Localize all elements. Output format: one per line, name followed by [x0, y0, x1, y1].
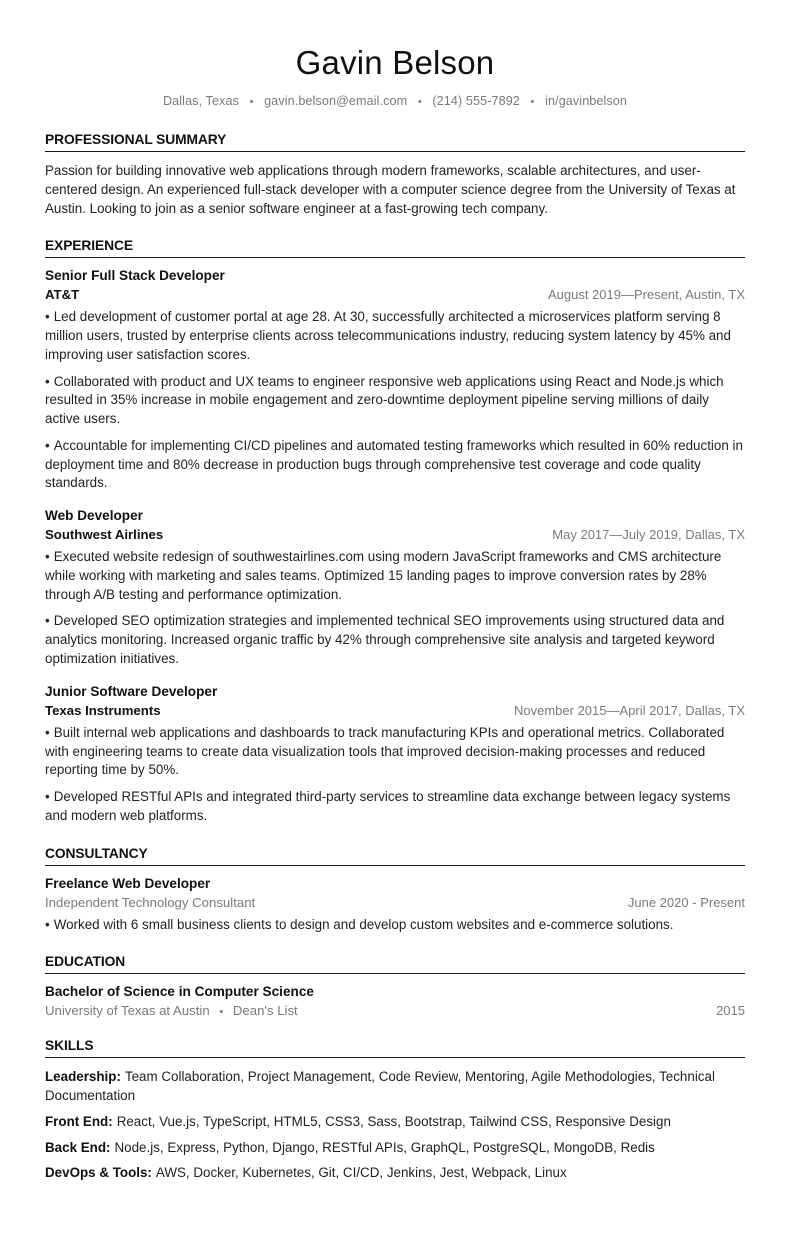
section-title-professional-summary: PROFESSIONAL SUMMARY	[45, 132, 745, 152]
bullet-separator-icon: •	[219, 1006, 224, 1019]
section-title-consultancy: CONSULTANCY	[45, 846, 745, 866]
education-honor: Dean's List	[232, 1003, 298, 1019]
bullet-icon: •	[45, 916, 50, 932]
job-role: Freelance Web Developer	[45, 875, 211, 891]
skill-values: Node.js, Express, Python, Django, RESTful APIs, GraphQL, PostgreSQL, MongoDB, Redis	[114, 1139, 655, 1155]
education-school-name: University of Texas at Austin	[45, 1003, 210, 1019]
bullet-icon: •	[45, 549, 50, 565]
job-bullet	[45, 916, 745, 935]
education-school	[45, 1003, 298, 1018]
job-role: Junior Software Developer	[45, 683, 218, 699]
section-title-skills: SKILLS	[45, 1038, 745, 1058]
job-bullet	[45, 612, 745, 668]
job-entry	[45, 268, 745, 493]
section-title-education: EDUCATION	[45, 954, 745, 974]
skill-line	[45, 1068, 745, 1106]
job-bullet-text: Led development of customer portal at age 28. At 30, successfully architected a microservices platform serving 8 million users, trusted by enterprise clients across telecommunications industry, reducing system latency by 45% and improving user satisfaction scores.	[45, 309, 731, 362]
skill-category-label: Leadership:	[45, 1069, 121, 1085]
bullet-icon: •	[45, 789, 50, 805]
education-meta-row	[45, 1003, 745, 1018]
job-bullet	[45, 724, 745, 780]
job-bullet-text: Developed RESTful APIs and integrated third-party services to streamline data exchange between legacy systems and modern web platforms.	[45, 789, 731, 823]
skill-category-label: DevOps & Tools:	[45, 1165, 152, 1181]
skill-category-label: Back End:	[45, 1139, 111, 1155]
bullet-icon: •	[45, 613, 50, 629]
section-professional-summary	[45, 132, 745, 218]
job-bullet-text: Executed website redesign of southwestairlines.com using modern JavaScript frameworks and CMS architecture while working with marketing and sales teams. Optimized 15 landing pages to improve conversion rates by 28% through A/B testing and performance optimization.	[45, 549, 722, 602]
bullet-icon: •	[45, 724, 50, 740]
job-bullet	[45, 308, 745, 364]
skill-line	[45, 1139, 745, 1158]
job-meta-row	[45, 703, 745, 718]
skill-category-label: Front End:	[45, 1113, 113, 1129]
job-dates: June 2020 - Present	[627, 894, 745, 910]
summary-text: Passion for building innovative web applications through modern frameworks, scalable architectures, and user-centered design. An experienced full-stack developer with a computer science degree from the University of Texas at Austin. Looking to join as a senior software engineer at a fast-growing tech company.	[45, 163, 736, 216]
job-bullet-text: Collaborated with product and UX teams to engineer responsive web applications using React and Node.js which resulted in 35% increase in mobile engagement and zero-downtime deployment pipeline serving millions of daily active users.	[45, 373, 724, 427]
section-skills	[45, 1038, 745, 1183]
bullet-separator-icon: •	[530, 96, 535, 108]
resume-header	[45, 44, 745, 108]
job-bullet	[45, 548, 745, 604]
job-bullet-text: Developed SEO optimization strategies and implemented technical SEO improvements using structured data and analytics monitoring. Increased organic traffic by 42% through comprehensive site analysis and targeted keyword optimization initiatives.	[45, 613, 725, 667]
skill-line	[45, 1164, 745, 1183]
job-bullet	[45, 373, 745, 429]
skill-values: Team Collaboration, Project Management, Code Review, Mentoring, Agile Methodologies, Technical Documentation	[45, 1069, 715, 1104]
job-dates: November 2015—April 2017, Dallas, TX	[514, 702, 745, 718]
job-meta-row	[45, 895, 745, 910]
job-company: Independent Technology Consultant	[45, 894, 256, 910]
job-bullet	[45, 788, 745, 826]
job-entry	[45, 684, 745, 826]
section-education	[45, 954, 745, 1018]
job-dates: August 2019—Present, Austin, TX	[547, 287, 745, 303]
contact-email: gavin.belson@email.com	[264, 94, 408, 108]
job-bullet-text: Accountable for implementing CI/CD pipelines and automated testing frameworks which resulted in 60% reduction in deployment time and 80% decrease in production bugs through comprehensive test coverage and code quality standards.	[45, 437, 743, 491]
job-entry	[45, 508, 745, 669]
skill-values: React, Vue.js, TypeScript, HTML5, CSS3, Sass, Bootstrap, Tailwind CSS, Responsive Design	[116, 1113, 671, 1129]
job-company: AT&T	[45, 287, 80, 303]
bullet-icon: •	[45, 437, 50, 453]
contact-line	[45, 94, 745, 108]
job-company: Southwest Airlines	[45, 527, 164, 543]
contact-location: Dallas, Texas	[162, 94, 239, 108]
job-meta-row	[45, 527, 745, 542]
job-role: Web Developer	[45, 508, 143, 524]
candidate-name: Gavin Belson	[295, 44, 495, 81]
contact-linkedin: in/gavinbelson	[545, 94, 628, 108]
bullet-icon: •	[45, 373, 50, 389]
job-bullet-text: Built internal web applications and dashboards to track manufacturing KPIs and operational metrics. Collaborated with engineering teams to create data visualization tools that improved decision-making processes and reduced reporting time by 50%.	[45, 724, 725, 778]
job-dates: May 2017—July 2019, Dallas, TX	[552, 527, 745, 543]
bullet-separator-icon: •	[417, 96, 422, 108]
education-degree: Bachelor of Science in Computer Science	[45, 984, 314, 1000]
job-role: Senior Full Stack Developer	[45, 268, 225, 284]
education-year: 2015	[716, 1003, 745, 1019]
job-company: Texas Instruments	[45, 702, 161, 718]
skill-line	[45, 1113, 745, 1132]
job-meta-row	[45, 287, 745, 302]
section-consultancy	[45, 846, 745, 935]
job-bullet	[45, 437, 745, 493]
job-entry	[45, 876, 745, 935]
section-title-experience: EXPERIENCE	[45, 238, 745, 258]
bullet-icon: •	[45, 309, 50, 325]
section-experience	[45, 238, 745, 825]
job-bullet-text: Worked with 6 small business clients to design and develop custom websites and e-commerce solutions.	[53, 916, 674, 932]
bullet-separator-icon: •	[249, 96, 254, 108]
contact-phone: (214) 555-7892	[432, 94, 520, 108]
skill-values: AWS, Docker, Kubernetes, Git, CI/CD, Jenkins, Jest, Webpack, Linux	[155, 1165, 567, 1181]
